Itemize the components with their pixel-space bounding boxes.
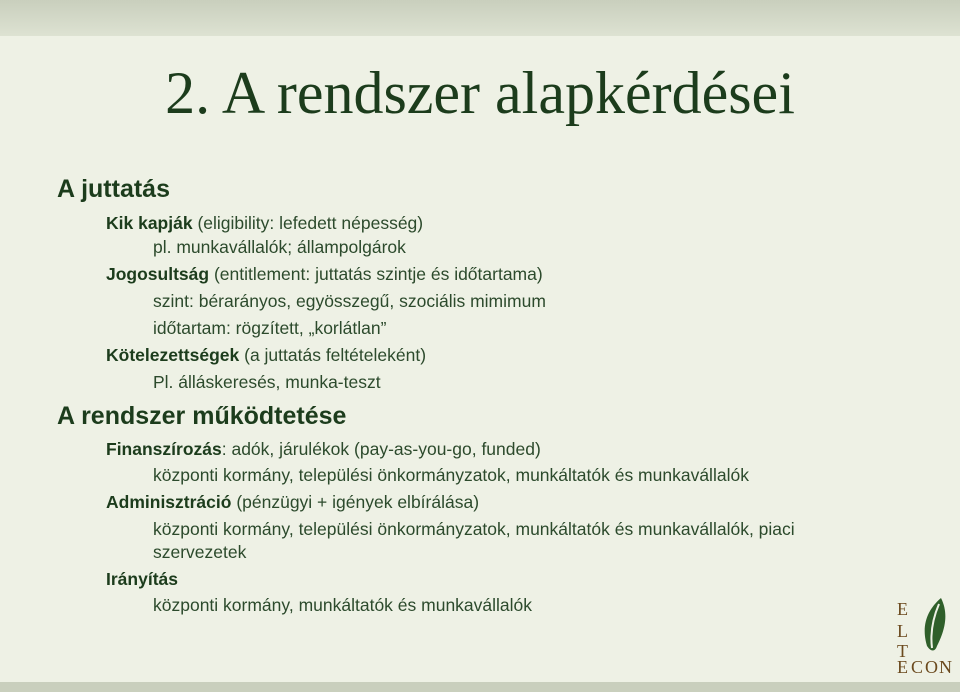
sub-item: központi kormány, munkáltatók és munkavállalók xyxy=(153,595,533,615)
item-text: (eligibility: lefedett népesség) xyxy=(192,213,424,233)
sub-item: szervezetek xyxy=(153,542,247,562)
logo-letter: N xyxy=(939,657,952,677)
item-kik-kapjak xyxy=(106,211,423,235)
sub-item: pl. munkavállalók; állampolgárok xyxy=(153,237,406,257)
item-term: Kik kapják xyxy=(106,213,193,233)
section-heading-juttatas: A juttatás xyxy=(57,175,170,203)
logo-letter: E xyxy=(897,599,908,619)
item-term: Jogosultság xyxy=(106,264,210,284)
sub-item: szint: bérarányos, egyösszegű, szociális mimimum xyxy=(153,291,546,311)
bottom-band xyxy=(0,682,960,692)
leaf-icon xyxy=(919,596,951,654)
logo-letter: O xyxy=(925,657,938,677)
item-term: Adminisztráció xyxy=(106,492,232,512)
logo-letter: C xyxy=(911,657,924,677)
item-jogosultsag xyxy=(106,262,543,286)
item-kotelezettsegek xyxy=(106,343,426,367)
elte-econ-logo xyxy=(893,596,955,676)
item-finanszirozas xyxy=(106,437,541,461)
item-text: (pénzügyi + igények elbírálása) xyxy=(231,492,480,512)
section-heading-mukodtetes: A rendszer működtetése xyxy=(57,402,347,430)
item-text: (a juttatás feltételeként) xyxy=(239,345,427,365)
logo-letter: L xyxy=(897,621,908,641)
item-text: (entitlement: juttatás szintje és időtartama) xyxy=(209,264,543,284)
top-band xyxy=(0,0,960,36)
sub-item: központi kormány, települési önkormányzatok, munkáltatók és munkavállalók, piaci xyxy=(153,519,795,539)
item-iranyitas xyxy=(106,567,178,591)
item-term: Kötelezettségek xyxy=(106,345,240,365)
sub-item: központi kormány, települési önkormányzatok, munkáltatók és munkavállalók xyxy=(153,465,749,485)
sub-item: időtartam: rögzített, „korlátlan” xyxy=(153,318,387,338)
logo-letter: T xyxy=(897,641,908,661)
item-term: Finanszírozás xyxy=(106,439,222,459)
slide-title: 2. A rendszer alapkérdései xyxy=(165,60,795,126)
item-text: : adók, járulékok (pay-as-you-go, funded) xyxy=(221,439,541,459)
item-adminisztracio xyxy=(106,490,479,514)
logo-letter: E xyxy=(897,657,908,677)
sub-item: Pl. álláskeresés, munka-teszt xyxy=(153,372,381,392)
item-term: Irányítás xyxy=(106,569,178,589)
